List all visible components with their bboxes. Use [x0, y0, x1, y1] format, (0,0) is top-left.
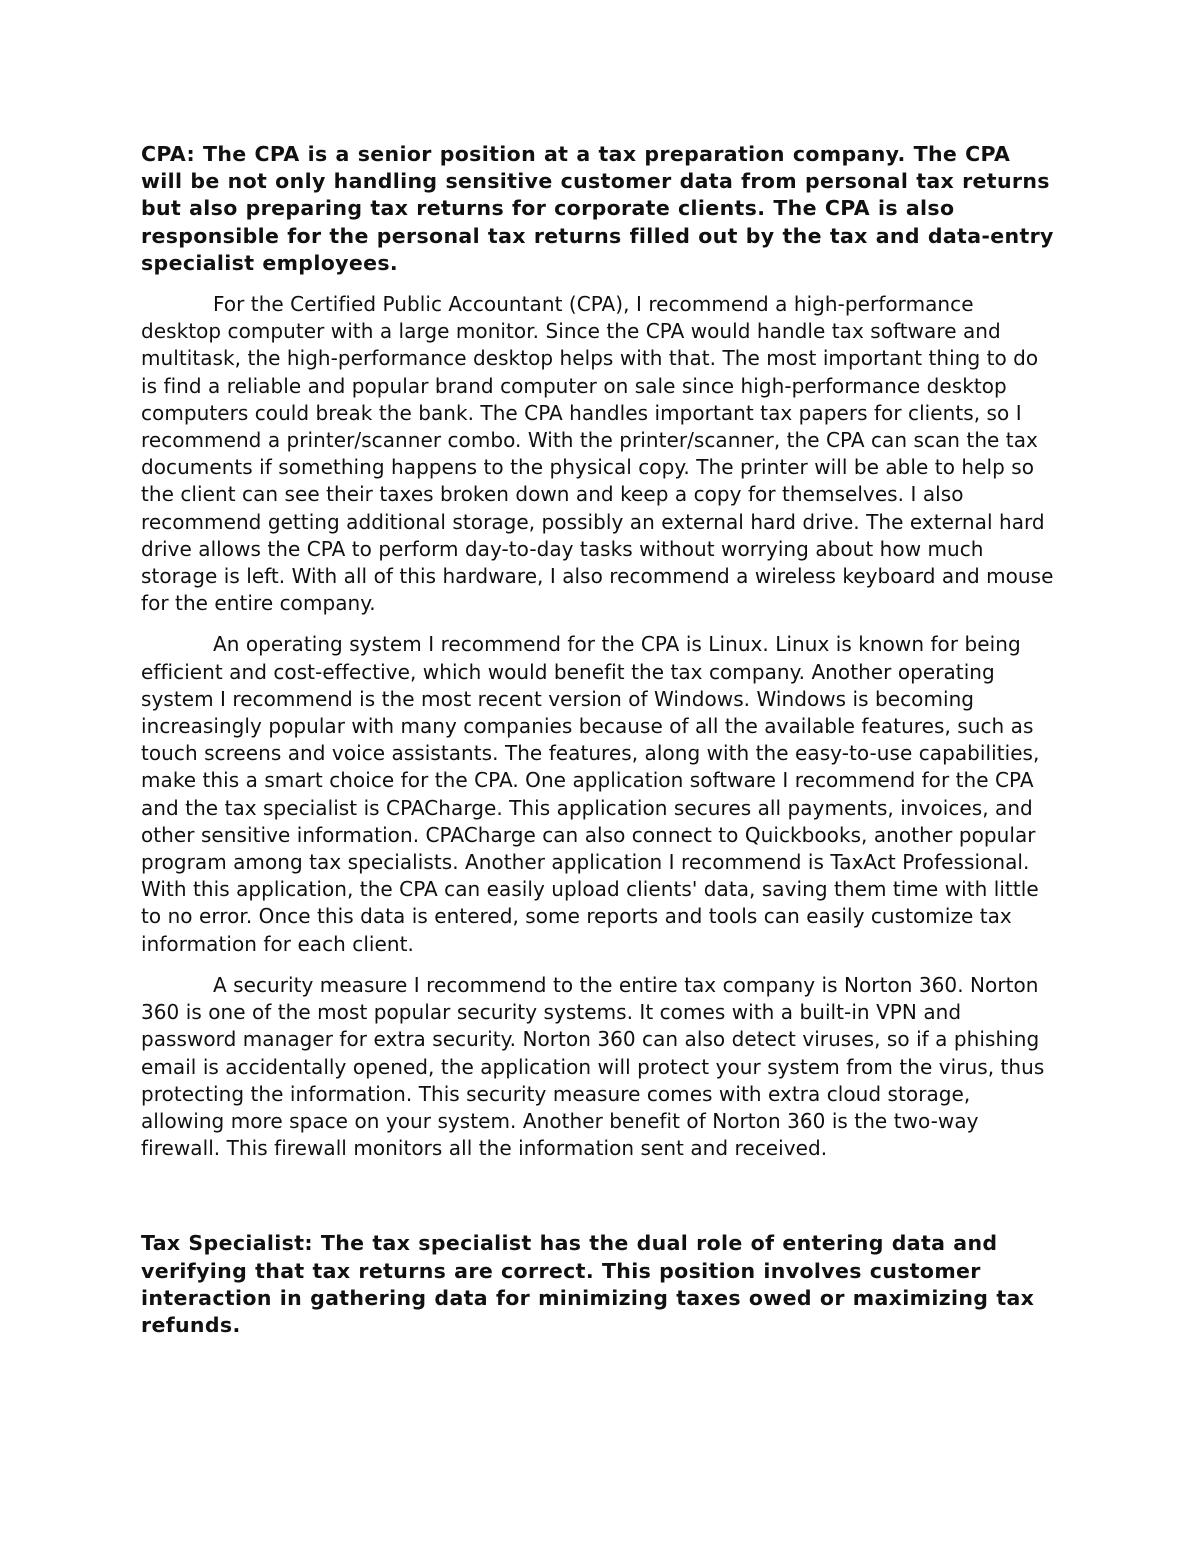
- spacer: [141, 277, 1057, 291]
- document-body: [141, 141, 1057, 1339]
- hardware-paragraph: For the Certified Public Accountant (CPA), I recommend a high-performance desktop computer with a large monitor. Since the CPA would handle tax software and multitask, the high-performance desktop helps with that. The most important thing to do is find a reliable and popular brand computer on sale since high-performance desktop computers could break the bank. The CPA handles important tax papers for clients, so I recommend a printer/scanner combo. With the printer/scanner, the CPA can scan the tax documents if something happens to the physical copy. The printer will be able to help so the client can see their taxes broken down and keep a copy for themselves. I also recommend getting additional storage, possibly an external hard drive. The external hard drive allows the CPA to perform day-to-day tasks without worrying about how much storage is left. With all of this hardware, I also recommend a wireless keyboard and mouse for the entire company.: [141, 292, 1054, 616]
- spacer: [141, 1162, 1057, 1230]
- cpa-role-heading: CPA: The CPA is a senior position at a tax preparation company. The CPA will be not only handling sensitive customer data from personal tax returns but also preparing tax returns for corporate clients. The CPA is also responsible for the personal tax returns filled out by the tax and data-entry specialist employees.: [141, 142, 1054, 275]
- tax-specialist-role-heading: Tax Specialist: The tax specialist has the dual role of entering data and verifying that tax returns are correct. This position involves customer interaction in gathering data for minimizing taxes owed or maximizing tax refunds.: [141, 1231, 1035, 1337]
- security-paragraph: A security measure I recommend to the entire tax company is Norton 360. Norton 360 is one of the most popular security systems. It comes with a built-in VPN and password manager for extra security. Norton 360 can also detect viruses, so if a phishing email is accidentally opened, the application will protect your system from the virus, thus protecting the information. This security measure comes with extra cloud storage, allowing more space on your system. Another benefit of Norton 360 is the two-way firewall. This firewall monitors all the information sent and received.: [141, 972, 1045, 1161]
- software-paragraph: An operating system I recommend for the CPA is Linux. Linux is known for being efficient and cost-effective, which would benefit the tax company. Another operating system I recommend is the most recent version of Windows. Windows is becoming increasingly popular with many companies because of all the available features, such as touch screens and voice assistants. The features, along with the easy-to-use capabilities, make this a smart choice for the CPA. One application software I recommend for the CPA and the tax specialist is CPACharge. This application secures all payments, invoices, and other sensitive information. CPACharge can also connect to Quickbooks, another popular program among tax specialists. Another application I recommend is TaxAct Professional. With this application, the CPA can easily upload clients' data, saving them time with little to no error. Once this data is entered, some reports and tools can easily customize tax information for each client.: [141, 632, 1040, 956]
- spacer: [141, 958, 1057, 972]
- spacer: [141, 617, 1057, 631]
